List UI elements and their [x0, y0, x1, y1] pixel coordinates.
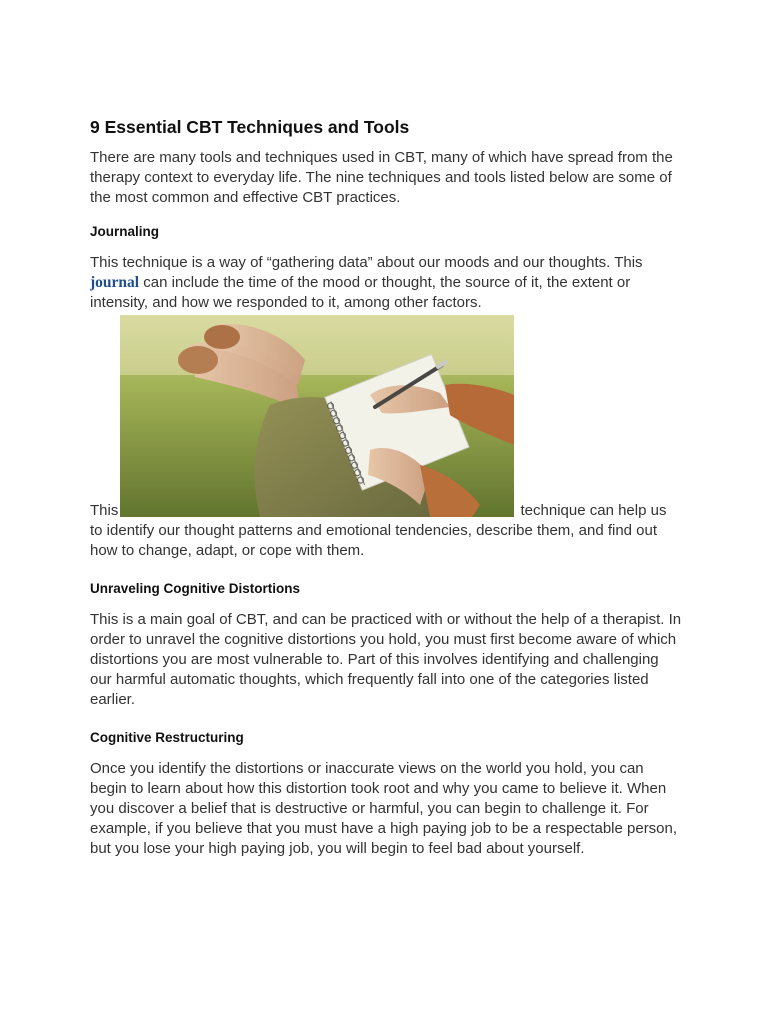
journaling-heading: Journaling — [90, 224, 160, 239]
journaling-p2-text-before: This — [90, 502, 119, 519]
journal-link[interactable]: journal — [90, 274, 140, 291]
journaling-photo — [120, 315, 514, 517]
cognitive-distortions-paragraph: This is a main goal of CBT, and can be practiced with or without the help of a therapist. In order to unravel the cognitive distortions you hold, you must first become aware of which distortions you are most vulnerable to. Part of this involves identifying and challenging our harmful automatic thoughts, which frequently fall into one of the categories listed earlier. — [90, 611, 682, 708]
article-content — [90, 116, 682, 859]
cognitive-restructuring-heading: Cognitive Restructuring — [90, 730, 244, 745]
journaling-p1-text-after: can include the time of the mood or thought, the source of it, the extent or intensity, and how we responded to it, among other factors. — [90, 274, 631, 311]
journaling-p2-text-after: technique can help us to identify our thought patterns and emotional tendencies, describe them, and find out how to change, adapt, or cope with them. — [90, 502, 667, 559]
journaling-paragraph-2 — [90, 313, 682, 561]
journaling-p1-text-before: This technique is a way of “gathering data” about our moods and our thoughts. This — [90, 254, 643, 271]
article-title: 9 Essential CBT Techniques and Tools — [90, 117, 410, 137]
cognitive-restructuring-paragraph: Once you identify the distortions or inaccurate views on the world you hold, you can begin to learn about how this distortion took root and why you came to believe it. When you discover a belief that is destructive or harmful, you can begin to challenge it. For example, if you believe that you must have a high paying job to be a respectable person, but you lose your high paying job, you will begin to feel bad about yourself. — [90, 760, 678, 857]
cognitive-distortions-heading: Unraveling Cognitive Distortions — [90, 581, 301, 596]
journaling-paragraph-1 — [90, 253, 682, 313]
intro-paragraph: There are many tools and techniques used in CBT, many of which have spread from the therapy context to everyday life. The nine techniques and tools listed below are some of the most common and effective CBT practices. — [90, 149, 673, 206]
